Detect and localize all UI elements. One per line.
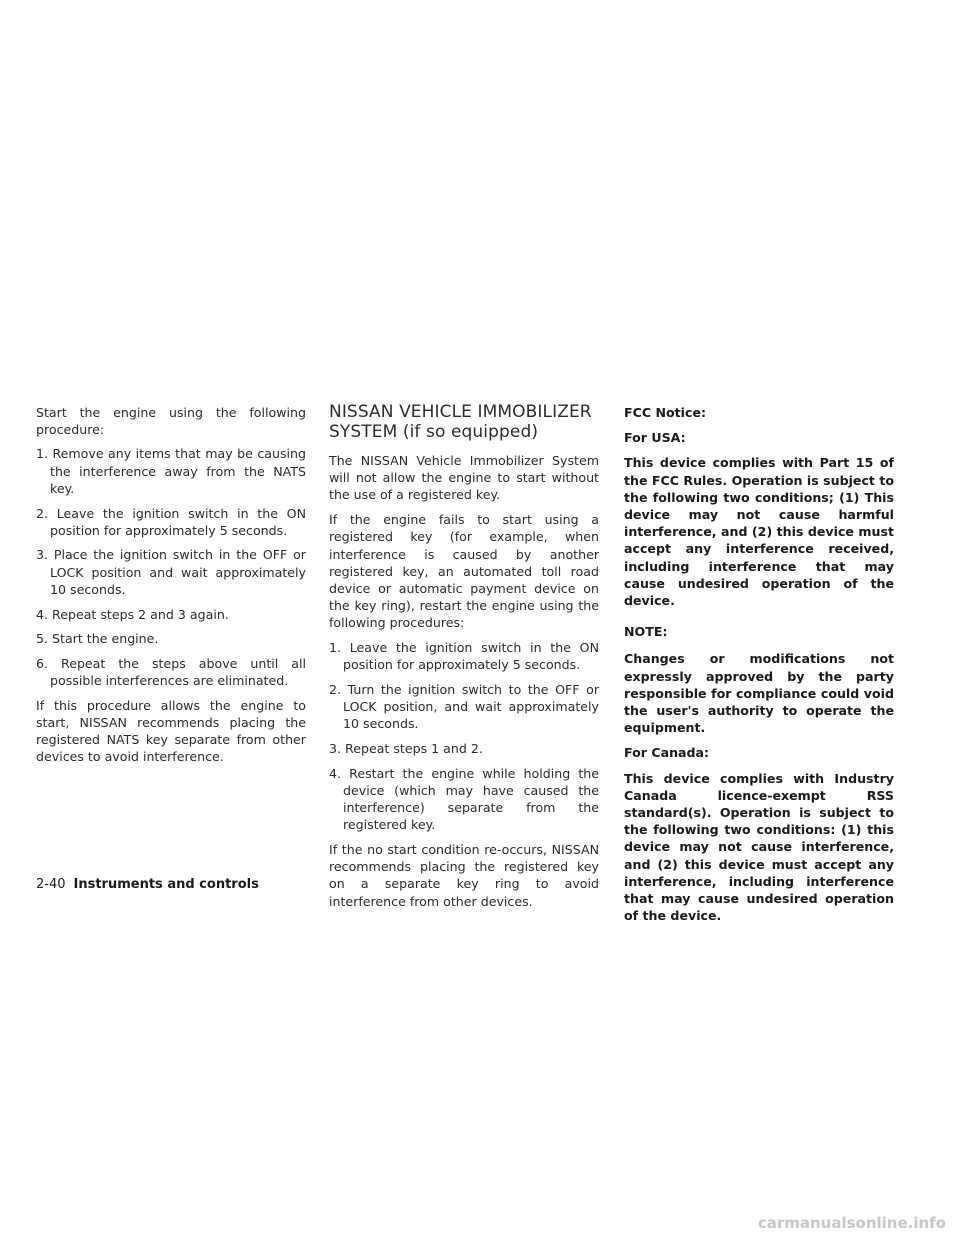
list-item: 3. Place the ignition switch in the OFF or LOCK position and wait approximately 10 seconds. [36,547,306,597]
restart-steps-list [36,445,306,689]
list-item: 3. Repeat steps 1 and 2. [329,741,483,757]
column-left [36,404,306,773]
usa-text: This device complies with Part 15 of the FCC Rules. Operation is subject to the following two conditions; (1) This device may not cause harmful interference, and (2) this device must accept any interference received, including interference that may cause undesired operation of the device. [624,455,894,609]
note-text: Changes or modifications not expressly approved by the party responsible for compliance could void the user's authority to operate the equipment. [624,651,894,736]
list-item: 4. Restart the engine while holding the device (which may have caused the interference) separate from the registered key. [329,765,599,833]
column-right [624,404,894,932]
paragraph: The NISSAN Vehicle Immobilizer System will not allow the engine to start without the use of a registered key. [329,453,599,503]
section-heading: NISSAN VEHICLE IMMOBILIZER SYSTEM (if so equipped) [329,402,592,442]
canada-label: For Canada: [624,745,710,761]
list-item: 1. Leave the ignition switch in the ON position for approximately 5 seconds. [329,640,599,673]
page-number: 2-40 [36,877,66,892]
note-label: NOTE: [624,624,668,640]
closing-paragraph: If the no start condition re-occurs, NISSAN recommends placing the registered key on a separate key ring to avoid interference from other devices. [329,842,599,909]
list-item: 2. Turn the ignition switch to the OFF or LOCK position, and wait approximately 10 seconds. [329,681,599,732]
list-item: 4. Repeat steps 2 and 3 again. [36,606,229,622]
list-item: 2. Leave the ignition switch in the ON position for approximately 5 seconds. [36,505,306,538]
closing-paragraph: If this procedure allows the engine to start, NISSAN recommends placing the registered NATS key separate from other devices to avoid interference. [36,697,306,765]
intro-paragraph: Start the engine using the following procedure: [36,405,306,438]
section-title: Instruments and controls [73,877,259,892]
page-footer [36,876,259,894]
watermark: carmanualsonline.info [757,1214,946,1232]
list-item: 5. Start the engine. [36,631,159,647]
paragraph: If the engine fails to start using a registered key (for example, when interference is caused by another registered key, an automated toll road device or automatic payment device on the key ring), restart the engine using the following procedures: [329,512,599,631]
fcc-notice-label: FCC Notice: [624,405,707,420]
column-middle [329,404,599,917]
immobilizer-steps-list [329,639,599,834]
usa-label: For USA: [624,430,686,446]
list-item: 1. Remove any items that may be causing the interference away from the NATS key. [36,446,306,496]
canada-text: This device complies with Industry Canada licence-exempt RSS standard(s). Operation is subject to the following two conditions: (1) this device may not cause interference, and (2) this device must accept any interference, including interference that may cause undesired operation of the device. [624,770,894,924]
list-item: 6. Repeat the steps above until all possible interferences are eliminated. [36,655,306,689]
